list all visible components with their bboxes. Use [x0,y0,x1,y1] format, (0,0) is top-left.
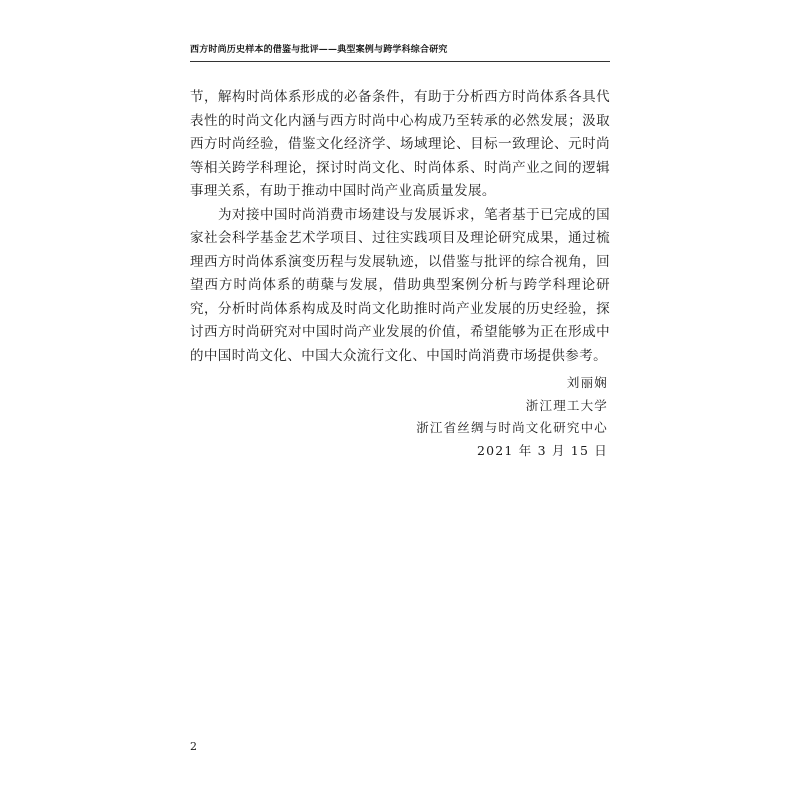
page-number: 2 [190,740,197,753]
paragraph: 为对接中国时尚消费市场建设与发展诉求，笔者基于已完成的国家社会科学基金艺术学项目、过往实践项目及理论研究成果，通过梳理西方时尚体系演变历程与发展轨迹，以借鉴与批评的综合视角，回望西方时尚体系的萌蘖与发展，借助典型案例分析与跨学科理论研究，分析时尚体系构成及时尚文化助推时尚产业发展的历史经验，探讨西方时尚研究对中国时尚产业发展的价值，希望能够为正在形成中的中国时尚文化、中国大众流行文化、中国时尚消费市场提供参考。 [190,206,610,364]
body-text [190,86,610,368]
header-rule [190,61,610,62]
signature-author: 刘丽娴 [566,375,608,390]
running-header-title: 西方时尚历史样本的借鉴与批评——典型案例与跨学科综合研究 [190,45,448,55]
signature-date: 2021 年 3 月 15 日 [476,442,608,458]
signature-block [190,372,608,462]
signature-center: 浙江省丝绸与时尚文化研究中心 [416,420,608,435]
paragraph-continued: 节，解构时尚体系形成的必备条件，有助于分析西方时尚体系各具代表性的时尚文化内涵与西方时尚中心构成乃至转承的必然发展；汲取西方时尚经验，借鉴文化经济学、场域理论、目标一致理论、元时尚等相关跨学科理论，探讨时尚文化、时尚体系、时尚产业之间的逻辑事理关系，有助于推动中国时尚产业高质量发展。 [190,89,610,199]
signature-affiliation: 浙江理工大学 [525,397,608,413]
